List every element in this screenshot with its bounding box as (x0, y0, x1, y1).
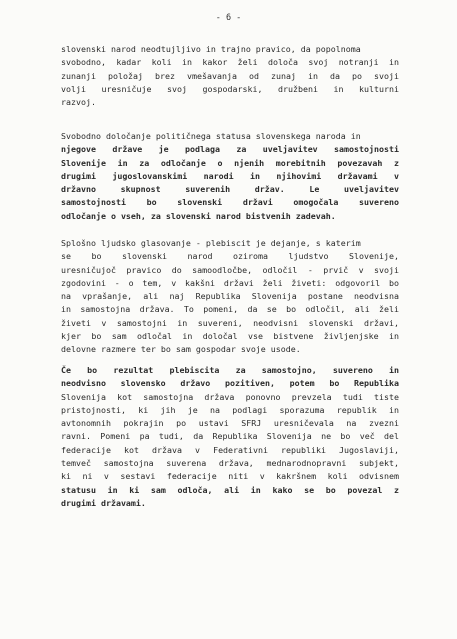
text-line: kjer bo sam odločal in določal vse bistvene življenjske in (61, 331, 399, 342)
text-line: volji uresničuje svoj gospodarski, družbeni in kulturni (61, 83, 399, 94)
text-line: Svobodno določanje političnega statusa slovenskega naroda in (61, 131, 361, 141)
text-line: živeti v samostojni in suvereni, neodvisni slovenski državi, (61, 317, 399, 328)
text-line: avtonomnih pokrajin po ustavi SFRJ uresničevala na zvezni (61, 418, 399, 429)
text-line: in samostojna država. To pomeni, da se bo odločil, ali želi (61, 304, 399, 315)
page-number: - 6 - (215, 13, 242, 23)
text-line: Slovenija kot samostojna država ponovno prevzela tudi tiste (61, 391, 399, 402)
text-line: temveč samostojna suverena država, mednarodnopravni subjekt, (61, 458, 399, 469)
text-line: ki ni v sestavi federacije niti v kakršnem koli odvisnem (61, 471, 399, 482)
text-line: zunanji položaj brez vmešavanja od zunaj in da po svoji (61, 70, 399, 81)
text-line: drugimi državami. (61, 497, 146, 508)
text-line: njegove države je podlaga za uveljavitev samostojnosti (61, 144, 399, 155)
text-line: federacije kot država v Federativni republiki Jugoslaviji, (61, 444, 399, 455)
text-line: Če bo rezultat plebiscita za samostojno, suvereno in (61, 365, 399, 375)
paragraph-4 (61, 364, 399, 510)
text-line: Splošno ljudsko glasovanje - plebiscit je dejanje, s katerim (61, 238, 361, 248)
text-line: odločanje o vseh, za slovenski narod bistvenih zadevah. (61, 210, 336, 221)
text-line: svobodno, kadar koli in kakor želi določa svoj notranji in (61, 57, 399, 68)
text-line: drugimi jugoslovanskimi narodi in njihovimi državami v (61, 170, 399, 181)
text-line: samostojnosti bo slovenski državi omogočala suvereno (61, 197, 399, 208)
text-line: neodvisno slovensko državo pozitiven, potem bo Republika (61, 378, 399, 389)
text-line: Slovenije in za odločanje o njenih morebitnih povezavah z (61, 157, 399, 168)
text-line: državno skupnost suverenih držav. Le uveljavitev (61, 184, 399, 195)
text-line: statusu in ki sam odloča, ali in kako se bo povezal z (61, 484, 399, 495)
text-line: se bo slovenski narod oziroma ljudstvo Slovenije, (61, 251, 399, 262)
text-line: pristojnosti, ki jih je na podlagi sporazuma republik in (61, 404, 399, 415)
text-line: delovne razmere ter bo sam gospodar svoje usode. (61, 344, 301, 355)
text-line: razvoj. (61, 97, 96, 108)
text-line: uresničujoč pravico do samoodločbe, odločil - prvič v svoji (61, 264, 399, 275)
paragraph-2 (61, 130, 399, 223)
text-line: na vprašanje, ali naj Republika Slovenija postane neodvisna (61, 291, 399, 302)
text-line: zgodovini - o tem, v kakšni državi želi živeti: odgovoril bo (61, 277, 399, 288)
paragraph-3 (61, 237, 399, 357)
text-line: ravni. Pomeni pa tudi, da Republika Slovenija ne bo več del (61, 431, 399, 442)
paragraph-1 (61, 43, 399, 109)
text-line: slovenski narod neodtujljivo in trajno pravico, da popolnoma (61, 44, 361, 54)
